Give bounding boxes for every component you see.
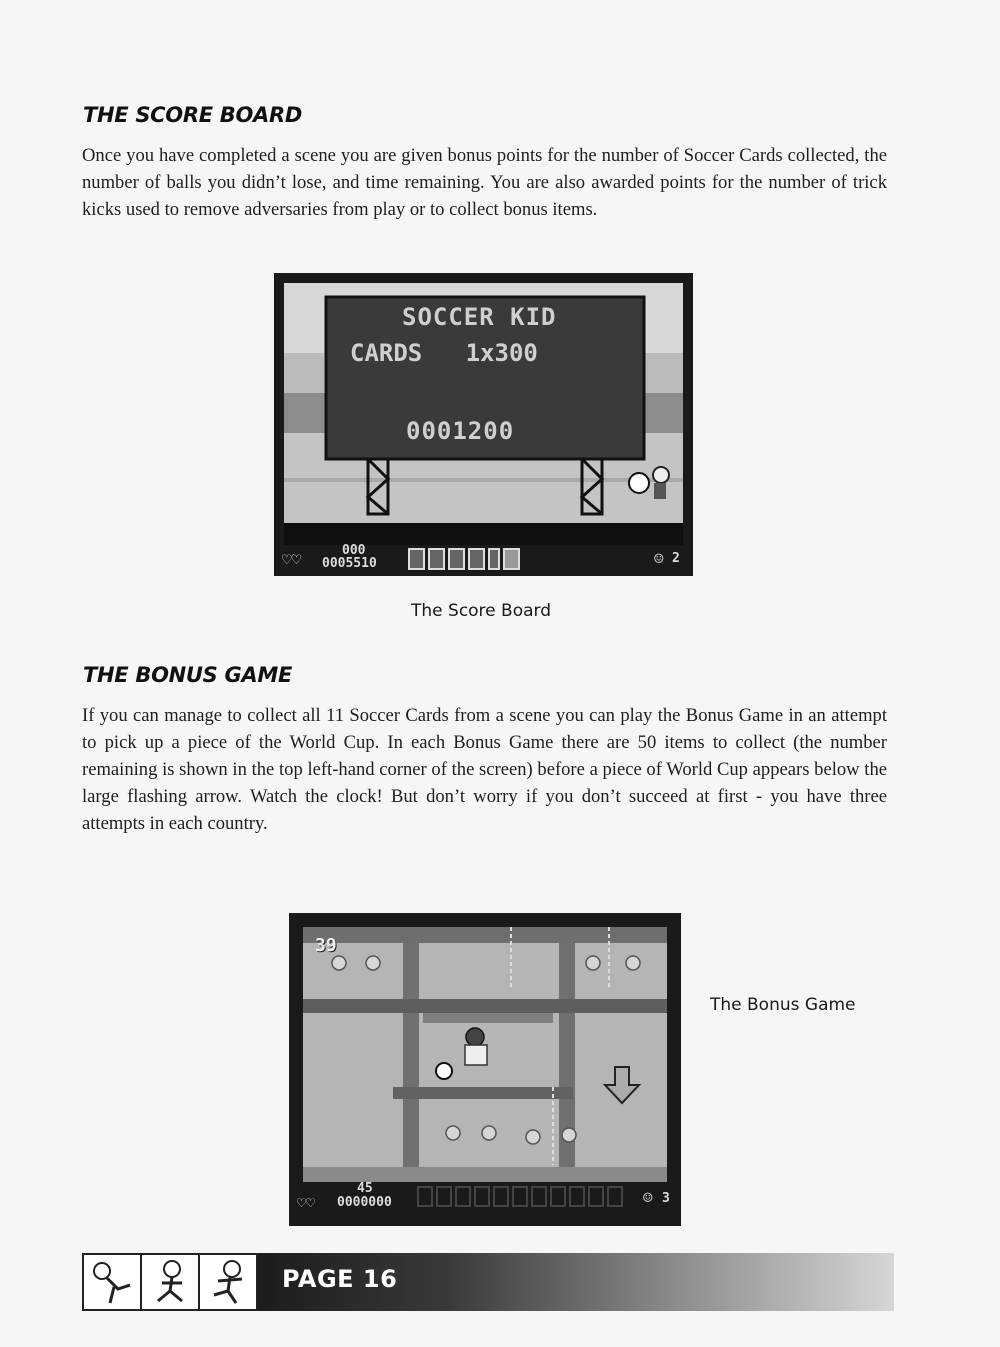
- page-number-bar: [258, 1253, 894, 1311]
- section-heading-score-board: THE SCORE BOARD: [83, 103, 302, 127]
- page-number: PAGE 16: [282, 1265, 398, 1293]
- score-board-caption: The Score Board: [411, 601, 552, 621]
- bonus-level-background: [303, 927, 667, 1182]
- heart-lives-icon: ♡♡: [297, 1194, 316, 1212]
- bonus-hud-timer: 45: [357, 1181, 373, 1196]
- score-board-paragraph: Once you have completed a scene you are given bonus points for the number of Soccer Cards collected, the number of balls you didn’t lose, and time remaining. You are also awarded points for the number of trick kicks used to remove adversaries from play or to collect bonus items.: [82, 145, 887, 220]
- bonus-hud-score: 0000000: [337, 1195, 392, 1210]
- hud-balls-count: 000: [342, 543, 366, 558]
- hud-lives-count: 2: [672, 551, 680, 566]
- score-board-cards-line: CARDS 1x300: [350, 339, 538, 367]
- score-board-screenshot: [274, 273, 693, 576]
- bonus-game-screenshot: [289, 913, 681, 1226]
- kid-face-icon: ☺: [643, 1188, 653, 1207]
- bonus-game-hud: [289, 1182, 681, 1226]
- bonus-game-caption: The Bonus Game: [710, 995, 856, 1015]
- score-board-hud: [274, 545, 693, 576]
- footer-thumbnails: [82, 1253, 258, 1311]
- hud-score: 0005510: [322, 556, 377, 571]
- score-board-total: 0001200: [406, 417, 515, 445]
- jumping-kid-icon: [200, 1255, 256, 1309]
- kid-face-icon: ☺: [654, 549, 664, 568]
- score-board-title: SOCCER KID: [402, 303, 557, 331]
- running-kid-icon: [142, 1255, 200, 1309]
- page-footer: [82, 1253, 894, 1311]
- bonus-game-paragraph: If you can manage to collect all 11 Soccer Cards from a scene you can play the Bonus Game in an attempt to pick up a piece of the World Cup. In each Bonus Game there are 50 items to collect (the number remaining is shown in the top left-hand corner of the screen) before a piece of World Cup appears below the large flashing arrow. Watch the clock! But don’t worry if you don’t succeed at first - you have three attempts in each country.: [82, 705, 887, 834]
- hud-card-slots: [408, 548, 520, 570]
- section-heading-bonus-game: THE BONUS GAME: [83, 663, 293, 687]
- kicking-kid-icon: [84, 1255, 142, 1309]
- bonus-items-remaining: 39: [315, 935, 337, 956]
- bonus-hud-card-slots: [417, 1186, 623, 1207]
- heart-lives-icon: ♡♡: [282, 550, 302, 569]
- score-board-game-screen: [284, 283, 683, 545]
- bonus-game-screen: [303, 927, 667, 1182]
- bonus-hud-lives-count: 3: [662, 1191, 670, 1206]
